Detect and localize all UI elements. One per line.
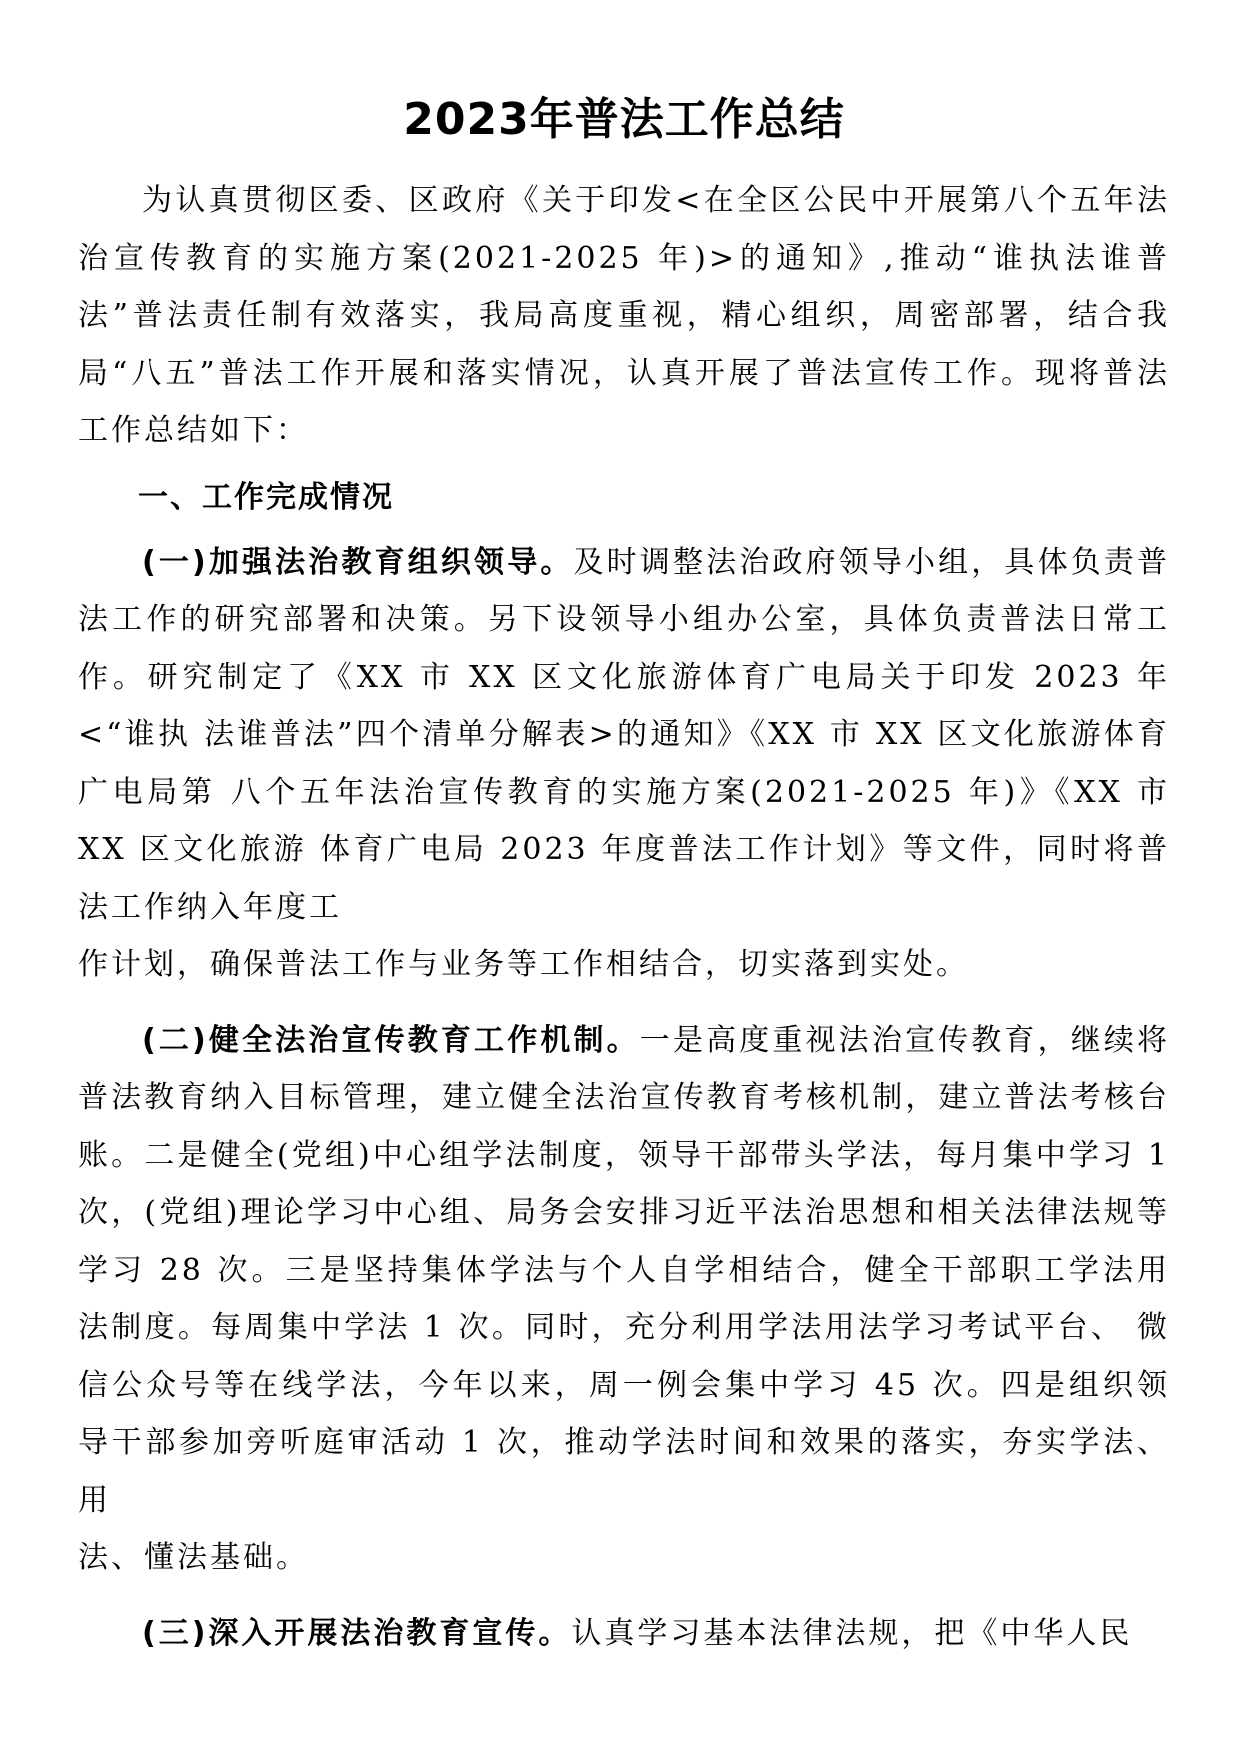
section-lead-title: (一)加强法治教育组织领导。 [142, 544, 574, 580]
section-improve-mechanism [78, 1012, 1170, 1587]
section-strengthen-leadership [78, 534, 1170, 994]
paragraph-gap [78, 1587, 1170, 1599]
section-lead-title: (三)深入开展法治教育宣传。 [142, 1615, 572, 1651]
section-body-text: 及时调整法治政府领导小组，具体负责普法工作的研究部署和决策。另下设领导小组办公室，具体负责普法日常工作。研究制定了《XX 市 XX 区文化旅游体育广电局关于印发 2023 年<“谁执 法谁普法”四个清单分解表>的通知》《XX 市 XX 区文化旅游体育广电局第 八个五年法治宣传教育的实施方案(2021-2025 年)》《XX 市 XX 区文化旅游 体育广电局 2023 年度普法工作计划》等文件，同时将普法工作纳入年度工 [78, 544, 1171, 925]
section-body-text: 认真学习基本法律法规，把《中华人民 [571, 1615, 1133, 1651]
paragraph-gap [78, 994, 1170, 1006]
section-paragraph [78, 1605, 1170, 1663]
section-paragraph [78, 1012, 1170, 1530]
section-continuation-text: 作计划，确保普法工作与业务等工作相结合，切实落到实处。 [78, 947, 969, 982]
document-title: 2023年普法工作总结 [403, 94, 845, 145]
section-lead-title: (二)健全法治宣传教育工作机制。 [142, 1022, 640, 1058]
section-paragraph [78, 534, 1170, 937]
section-body-text: 一是高度重视法治宣传教育，继续将普法教育纳入目标管理，建立健全法治宣传教育考核机制，建立普法考核台账。二是健全(党组)中心组学法制度，领导干部带头学法，每月集中学习 1 次，(党组)理论学习中心组、局务会安排习近平法治思想和相关法律法规等学习 28 次。三是坚持集体学法与个人自学相结合，健全干部职工学法用法制度。每周集中学法 1 次。同时，充分利用学法用法学习考试平台、 微信公众号等在线学法，今年以来，周一例会集中学习 45 次。四是组织领 导干部参加旁听庭审活动 1 次，推动学法时间和效果的落实，夯实学法、用 [78, 1022, 1171, 1518]
intro-paragraph: 为认真贯彻区委、区政府《关于印发<在全区公民中开展第八个五年法治宣传教育的实施方案(2021-2025 年)>的通知》,推动“谁执法谁普法”普法责任制有效落实，我局高度重视，精心组织，周密部署，结合我局“八五”普法工作开展和落实情况，认真开展了普法宣传工作。现将普法工作总结如下： [78, 183, 1170, 448]
section-heading-work-completion: 一、工作完成情况 [138, 479, 394, 515]
section-deepen-publicity [78, 1605, 1170, 1663]
section-continuation-text: 法、懂法基础。 [78, 1540, 309, 1575]
